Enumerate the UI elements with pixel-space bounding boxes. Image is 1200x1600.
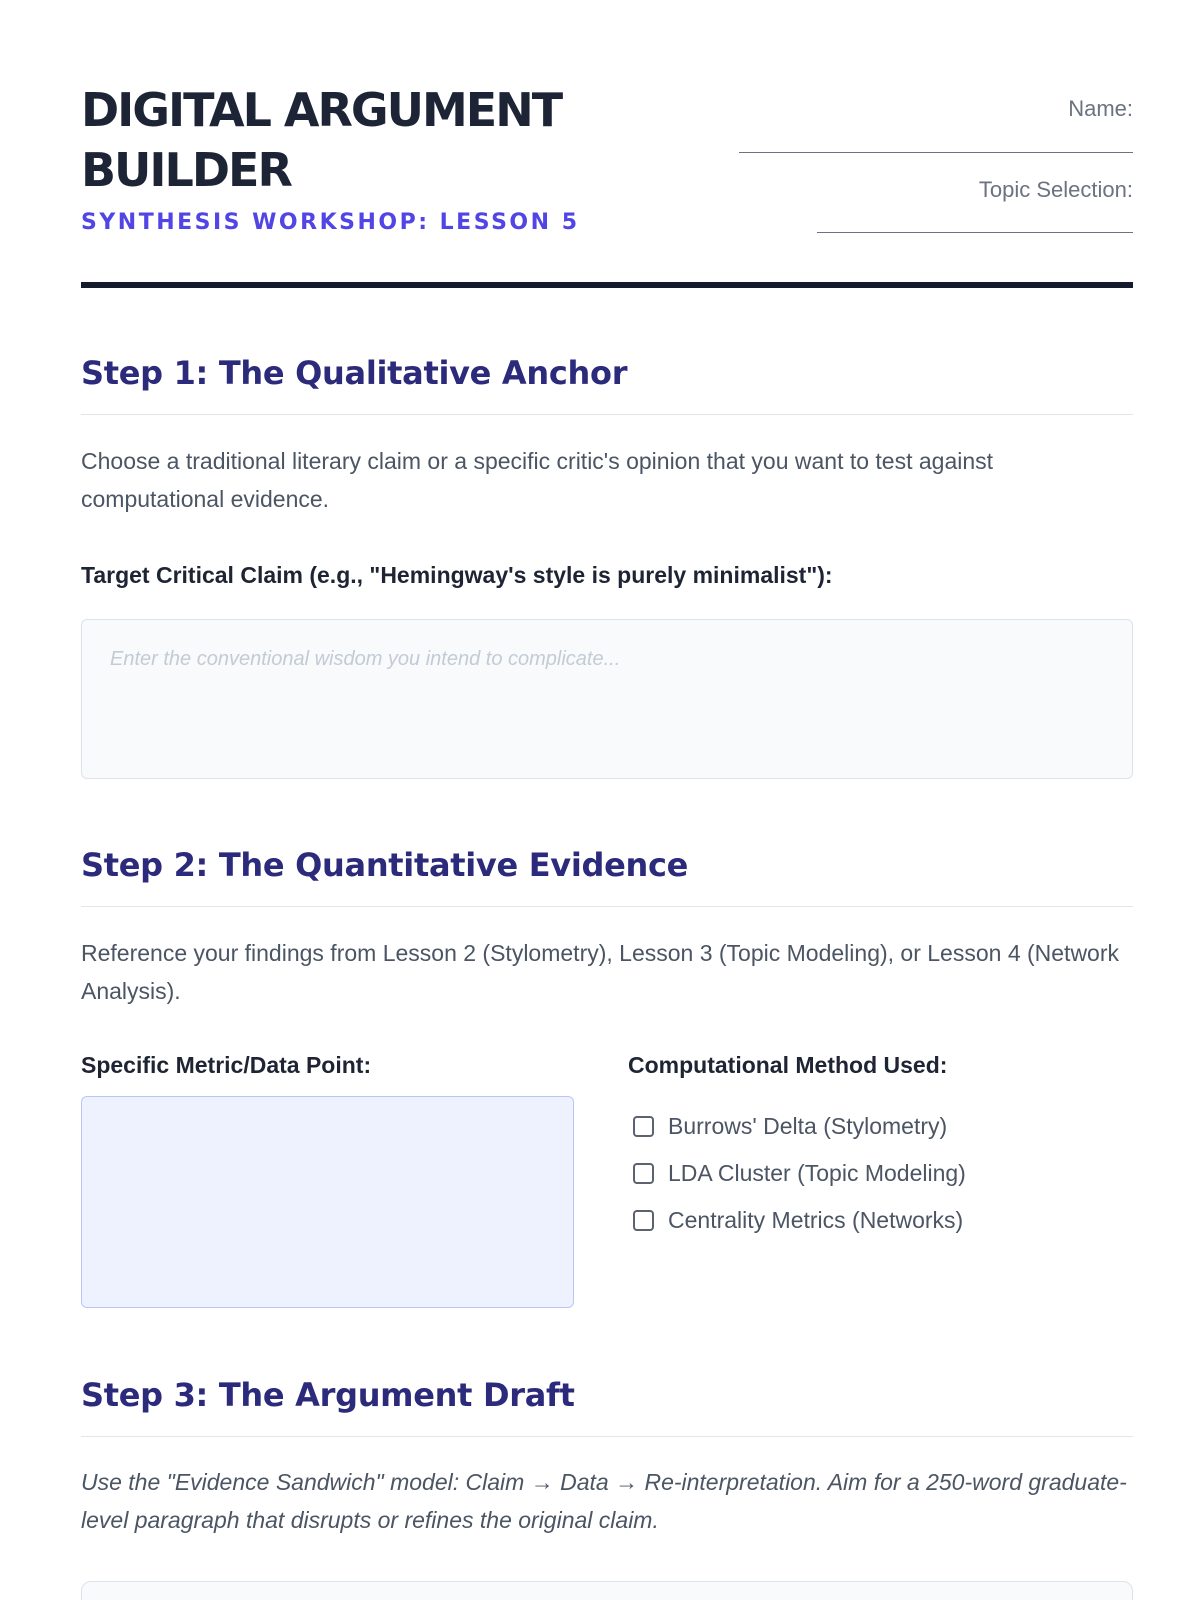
step3-description: Use the "Evidence Sandwich" model: Claim → Data → Re-interpretation. Aim for a 250-word graduate-level paragraph that disrupts or refines the original claim. [81,1469,1127,1533]
method-option-lda-cluster[interactable] [633,1158,966,1188]
topic-selection-field-line[interactable] [817,232,1133,233]
target-claim-input[interactable] [81,619,1133,779]
step1-title: Step 1: The Qualitative Anchor [81,354,628,392]
worksheet-header [81,80,1133,290]
method-checkbox[interactable] [633,1116,654,1137]
worksheet-subtitle: SYNTHESIS WORKSHOP: LESSON 5 [81,210,580,235]
method-option-burrows-delta[interactable] [633,1111,947,1141]
topic-selection-label: Topic Selection: [978,177,1133,202]
target-claim-placeholder: Enter the conventional wisdom you intend to complicate... [110,648,621,670]
step3-title: Step 3: The Argument Draft [81,1376,575,1414]
method-label: Computational Method Used: [628,1052,948,1078]
step2-title: Step 2: The Quantitative Evidence [81,846,689,884]
step3-divider [81,1436,1133,1437]
method-option-label: LDA Cluster (Topic Modeling) [668,1159,966,1186]
step1-description: Choose a traditional literary claim or a specific critic's opinion that you want to test against computational evidence. [81,448,994,512]
name-field-line[interactable] [739,152,1133,153]
worksheet-page [81,0,1133,1600]
method-checkbox[interactable] [633,1163,654,1184]
target-claim-label: Target Critical Claim (e.g., "Hemingway's style is purely minimalist"): [81,562,833,588]
argument-draft-input[interactable] [81,1581,1133,1600]
method-option-label: Centrality Metrics (Networks) [668,1206,964,1233]
method-checkbox[interactable] [633,1210,654,1231]
metric-input[interactable] [81,1096,574,1308]
step1-divider [81,414,1133,415]
metric-label: Specific Metric/Data Point: [81,1052,372,1078]
step2-divider [81,906,1133,907]
worksheet-title: DIGITAL ARGUMENT BUILDER [81,83,562,197]
method-option-label: Burrows' Delta (Stylometry) [668,1112,948,1139]
method-option-centrality-metrics[interactable] [633,1205,963,1235]
name-label: Name: [1068,96,1133,121]
header-divider [81,282,1133,288]
step2-description: Reference your findings from Lesson 2 (Stylometry), Lesson 3 (Topic Modeling), or Lesson 4 (Network Analysis). [81,940,1120,1004]
